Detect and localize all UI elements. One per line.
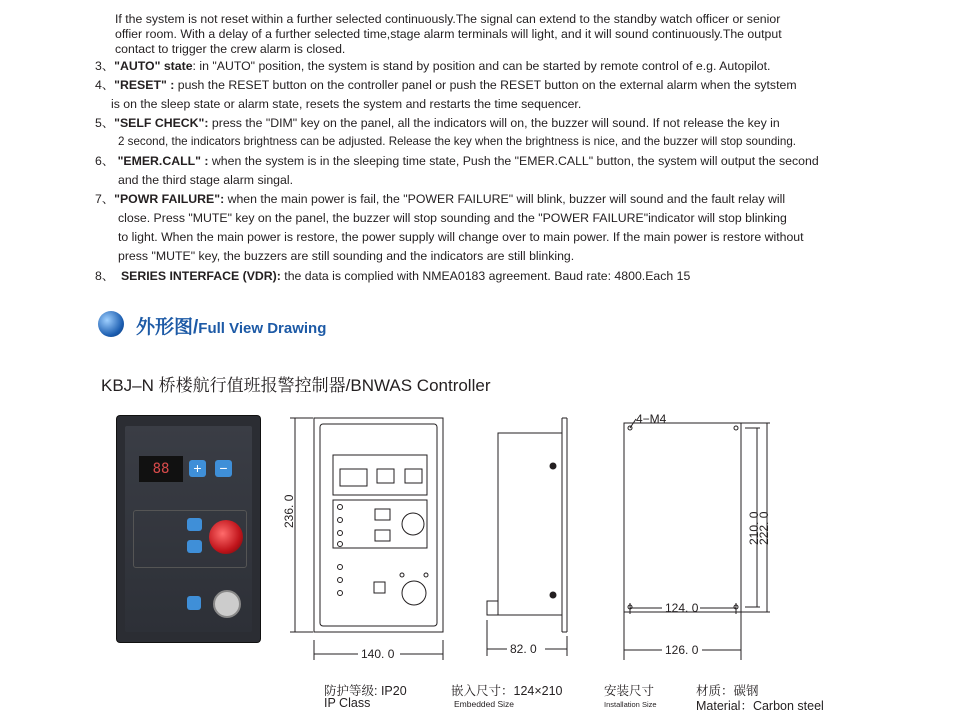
section-title: 外形图/Full View Drawing bbox=[136, 317, 327, 338]
lcd-display: 88 bbox=[139, 456, 183, 482]
front-display-frame bbox=[333, 455, 427, 495]
product-title: KBJ–N 桥楼航行值班报警控制器/BNWAS Controller bbox=[101, 376, 491, 395]
item-5: 5、"SELF CHECK": press the "DIM" key on the panel, all the indicators will on, the buzzer will sound. If not release the key in bbox=[95, 116, 780, 130]
dim-hole-label: 4−M4 bbox=[636, 412, 667, 426]
intro-line-1: If the system is not reset within a further selected continuously.The signal can extend to the standby watch officer or senior bbox=[115, 12, 781, 26]
item-5-cont: 2 second, the indicators brightness can be adjusted. Release the key when the brightness is nice, and the buzzer will stop sounding. bbox=[118, 135, 797, 148]
plus-button: + bbox=[189, 460, 206, 477]
spec-install-cn: 安装尺寸 bbox=[604, 684, 655, 698]
dim-222: 222. 0 bbox=[757, 511, 771, 545]
dim-210: 210. 0 bbox=[747, 511, 761, 545]
dim-width-front: 140. 0 bbox=[361, 647, 395, 661]
side-view-outline bbox=[498, 433, 562, 615]
item-7-cont-2: to light. When the main power is restore, the power supply will change over to main power. If the main power is restore without bbox=[118, 230, 804, 244]
dim-126: 126. 0 bbox=[665, 643, 699, 657]
spec-embed-en: Embedded Size bbox=[454, 699, 515, 709]
item-7: 7、"POWR FAILURE": when the main power is fail, the "POWER FAILURE" will blink, buzzer will sound and the fault relay will bbox=[95, 192, 786, 206]
spec-protection-cn: 防护等级: IP20 bbox=[324, 684, 407, 698]
item-6-cont: and the third stage alarm singal. bbox=[118, 173, 293, 187]
minus-button: − bbox=[215, 460, 232, 477]
item-3: 3、"AUTO" state: in "AUTO" position, the system is stand by position and can be started by remote control of e.g. Autopilot. bbox=[95, 59, 771, 73]
front-view-inner bbox=[320, 424, 437, 626]
dim-124: 124. 0 bbox=[665, 601, 699, 615]
intro-line-2: offier room. With a delay of a further selected time,stage alarm terminals will light, and it will sound continuously.The output bbox=[115, 27, 782, 41]
spec-protection-en: IP Class bbox=[324, 696, 371, 710]
intro-line-3: contact to trigger the crew alarm is closed. bbox=[115, 42, 346, 56]
spec-embed-cn: 嵌入尺寸：124×210 bbox=[451, 684, 563, 698]
item-8: 8、 SERIES INTERFACE (VDR): the data is complied with NMEA0183 agreement. Baud rate: 4800.Each 15 bbox=[95, 269, 691, 283]
item-7-cont-3: press "MUTE" key, the buzzers are still sounding and the indicators are still blinking. bbox=[118, 249, 575, 263]
rear-view-outline bbox=[624, 423, 741, 612]
spec-install-en: Installation Size bbox=[604, 700, 657, 709]
item-4: 4、"RESET" : push the RESET button on the controller panel or push the RESET button on the external alarm when the sytstem bbox=[95, 78, 797, 92]
item-7-cont-1: close. Press "MUTE" key on the panel, the buzzer will stop sounding and the "POWER FAILURE"indicator will stop blinking bbox=[118, 211, 787, 225]
spec-material-en: Material：Carbon steel bbox=[696, 699, 824, 713]
item-6: 6、 "EMER.CALL" : when the system is in the sleeping time state, Push the "EMER.CALL" button, the system will output the second bbox=[95, 154, 819, 168]
spec-material-cn: 材质：碳钢 bbox=[696, 684, 759, 698]
item-4-cont: is on the sleep state or alarm state, resets the system and restarts the time sequencer. bbox=[111, 97, 582, 111]
dim-height-front: 236. 0 bbox=[282, 494, 296, 528]
dim-depth-side: 82. 0 bbox=[510, 642, 537, 656]
